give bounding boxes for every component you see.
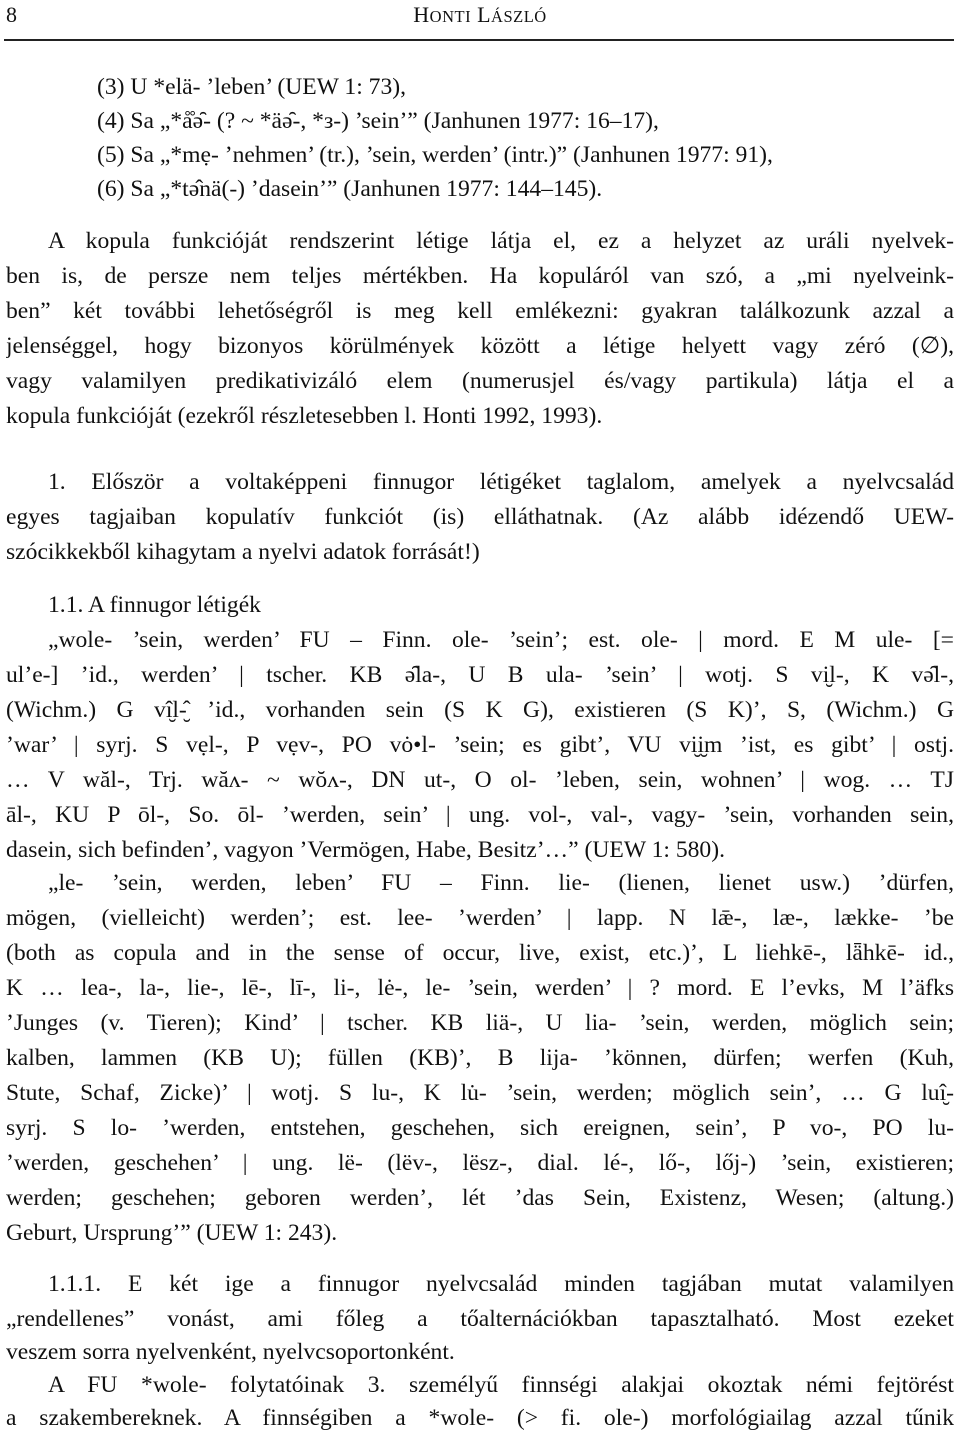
paragraph-line: jelenséggel, hogy bizonyos körülmények között a létige helyett vagy zéró (∅),	[6, 333, 954, 359]
example-line: (4) Sa „*å̊ə̑- (? ~ *äə̑-, *з-) ’sein’” (Janhunen 1977: 16–17),	[97, 108, 659, 134]
entry-line: ’Junges (v. Tieren); Kind’ | tscher. KB liä-, U lia- ’sein, werden, möglich sein;	[6, 1010, 954, 1036]
entry-line: syrj. S lo- ’werden, entstehen, geschehen, sich ereignen, sein’, P vo-, PO lu-	[6, 1115, 954, 1141]
paragraph-line: „rendellenes” vonást, ami főleg a tőalternációkban tapasztalható. Most ezeket	[6, 1306, 954, 1332]
author-initial-1: H	[413, 2, 430, 27]
entry-line: kalben, lammen (KB U); füllen (KB)’, B lija- ’können, dürfen; werfen (Kuh,	[6, 1045, 954, 1071]
paragraph-line: ben is, de persze nem teljes mértékben. Ha kopuláról van szó, a „mi nyelveink-	[6, 263, 954, 289]
entry-line: āl-, KU P ōl-, So. ōl- ’werden, sein’ | ung. vol-, val-, vagy- ’sein, vorhanden sein,	[6, 802, 954, 828]
paragraph-line: egyes tagjaiban kopulatív funkciót (is) elláthatnak. (Az alább idézendő UEW-	[6, 504, 954, 530]
paragraph-line: vagy valamilyen predikativizáló elem (numerusjel és/vagy partikula) látja el a	[6, 368, 954, 394]
paragraph-line: A FU *wole- folytatóinak 3. személyű finnségi alakjai okoztak némi fejtörést	[48, 1372, 954, 1398]
example-line: (6) Sa „*tə̂nä(-) ’dasein’” (Janhunen 1977: 144–145).	[97, 176, 603, 202]
entry-line: Stute, Schaf, Zicke)’ | wotj. S lu-, K lu̇- ’sein, werden; möglich sein’, … G luî̮-	[6, 1080, 954, 1106]
paragraph-line: szócikkekből kihagytam a nyelvi adatok forrását!)	[6, 539, 480, 565]
author-rest-2: ÁSZLÓ	[491, 7, 547, 26]
subsection-heading: 1.1. A finnugor létigék	[48, 592, 261, 618]
paragraph-line: a szakembereknek. A finnségiben a *wole- (> fi. ole-) morfológiailag azzal tűnik	[6, 1405, 954, 1431]
paragraph-line: kopula funkcióját (ezekről részletesebben l. Honti 1992, 1993).	[6, 403, 603, 429]
entry-line: K … lea-, la-, lie-, lē-, lī-, li-, lė-, le- ’sein, werden’ | ? mord. E l’evks, M l’äfks	[6, 975, 954, 1001]
entry-line: … V wăl-, Trj. wăʌ- ~ wŏʌ-, DN ut-, O ol- ’leben, sein, wohnen’ | wog. … TJ	[6, 767, 954, 793]
entry-line: ul’e-] ’id., werden’ | tscher. KB ə̑la-, U B ula- ’sein’ | wotj. S vi̮l-, K və̑l-,	[6, 662, 954, 688]
header-rule	[4, 39, 954, 41]
entry-line: (Wichm.) G vî̮l-̮̂ ’id., vorhanden sein (S K G), existieren (S K)’, S, (Wichm.) G	[6, 697, 954, 723]
page-number: 8	[6, 2, 17, 27]
entry-line: (both as copula and in the sense of occur, live, exist, etc.)’, L liehkē-, lǟhkē- id.,	[6, 940, 954, 966]
running-head-author	[0, 2, 960, 28]
entry-line: werden; geschehen; geboren werden’, lét ’das Sein, Existenz, Wesen; (altung.)	[6, 1185, 954, 1211]
entry-line: ’werden, geschehen’ | ung. lë- (lëv-, lësz-, dial. lé-, lő-, lőj-) ’sein, existieren;	[6, 1150, 954, 1176]
entry-line: „le- ’sein, werden, leben’ FU – Finn. lie- (lienen, lienet usw.) ’dürfen,	[48, 870, 954, 896]
author-rest-1: ONTI	[429, 7, 472, 26]
paragraph-line: ben” két további lehetőségről is meg kell emlékezni: gyakran találkozunk azzal a	[6, 298, 954, 324]
section-line: 1. Először a voltaképpeni finnugor létigéket taglalom, amelyek a nyelvcsalád	[48, 469, 954, 495]
entry-line: „wole- ’sein, werden’ FU – Finn. ole- ’sein’; est. ole- | mord. E M ule- [=	[48, 627, 954, 653]
entry-line: Geburt, Ursprung’” (UEW 1: 243).	[6, 1220, 338, 1246]
example-line: (3) U *elä- ’leben’ (UEW 1: 73),	[97, 74, 406, 100]
entry-line: ’war’ | syrj. S vẹl-, P vẹv-, PO vȯ•l- ’sein; es gibt’, VU vi̮i̮m ’ist, es gibt’ | ostj.	[6, 732, 954, 758]
example-line: (5) Sa „*mẹ- ’nehmen’ (tr.), ’sein, werden’ (intr.)” (Janhunen 1977: 91),	[97, 142, 773, 168]
paragraph-line: A kopula funkcióját rendszerint létige látja el, ez a helyzet az uráli nyelvek-	[48, 228, 954, 254]
entry-line: dasein, sich befinden’, vagyon ’Vermögen, Habe, Besitz’…” (UEW 1: 580).	[6, 837, 725, 863]
author-initial-2: L	[477, 2, 492, 27]
section-line: 1.1.1. E két ige a finnugor nyelvcsalád minden tagjában mutat valamilyen	[48, 1271, 954, 1297]
entry-line: mögen, (vielleicht) werden’; est. lee- ’werden’ | lapp. N lǣ-, læ-, lække- ’be	[6, 905, 954, 931]
paragraph-line: veszem sorra nyelvenként, nyelvcsoportonként.	[6, 1339, 455, 1365]
